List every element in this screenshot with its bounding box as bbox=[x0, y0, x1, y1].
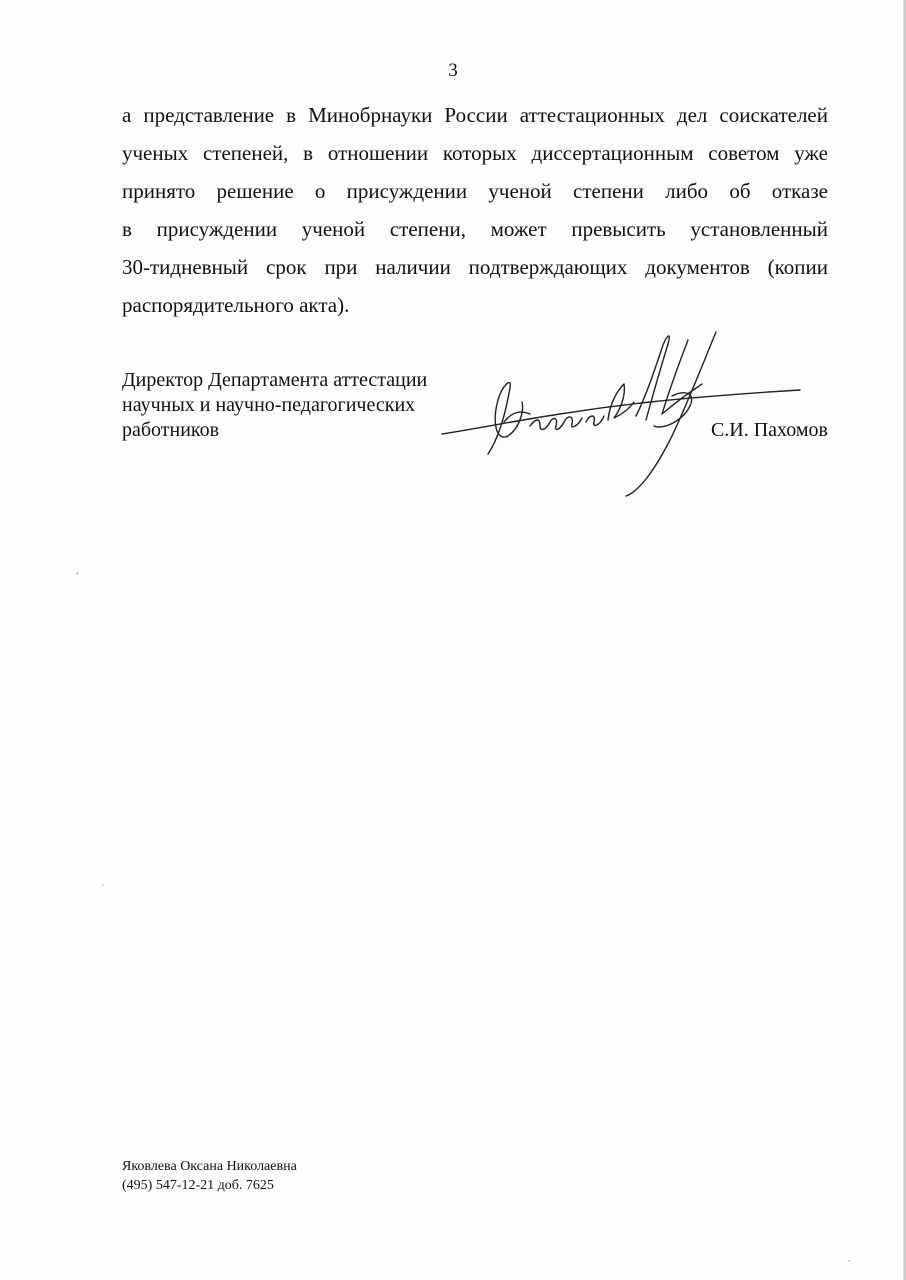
body-line: в присуждении ученой степени, может превысить установленный bbox=[122, 217, 828, 241]
body-line: 30-тидневный срок при наличии подтверждающих документов (копии bbox=[122, 255, 828, 279]
body-line: ученых степеней, в отношении которых диссертационным советом уже bbox=[122, 141, 828, 165]
body-paragraph bbox=[122, 96, 828, 324]
executor-info bbox=[122, 1157, 297, 1195]
signer-position-line: Директор Департамента аттестации bbox=[122, 369, 428, 391]
scan-speck bbox=[76, 572, 79, 575]
signer-name: С.И. Пахомов bbox=[710, 419, 828, 441]
executor-phone: (495) 547-12-21 доб. 7625 bbox=[122, 1178, 274, 1193]
body-line: принято решение о присуждении ученой степени либо об отказе bbox=[122, 179, 828, 203]
body-line: распорядительного акта). bbox=[122, 293, 350, 317]
executor-name: Яковлева Оксана Николаевна bbox=[122, 1159, 297, 1174]
handwritten-signature-icon bbox=[440, 326, 810, 502]
signer-position bbox=[122, 368, 482, 443]
signer-position-line: научных и научно-педагогических bbox=[122, 394, 416, 416]
body-line: а представление в Минобрнауки России аттестационных дел соискателей bbox=[122, 103, 828, 127]
scan-speck bbox=[102, 884, 104, 886]
scan-speck bbox=[848, 1260, 851, 1262]
page-number: 3 bbox=[448, 60, 458, 81]
signer-position-line: работников bbox=[122, 419, 220, 441]
